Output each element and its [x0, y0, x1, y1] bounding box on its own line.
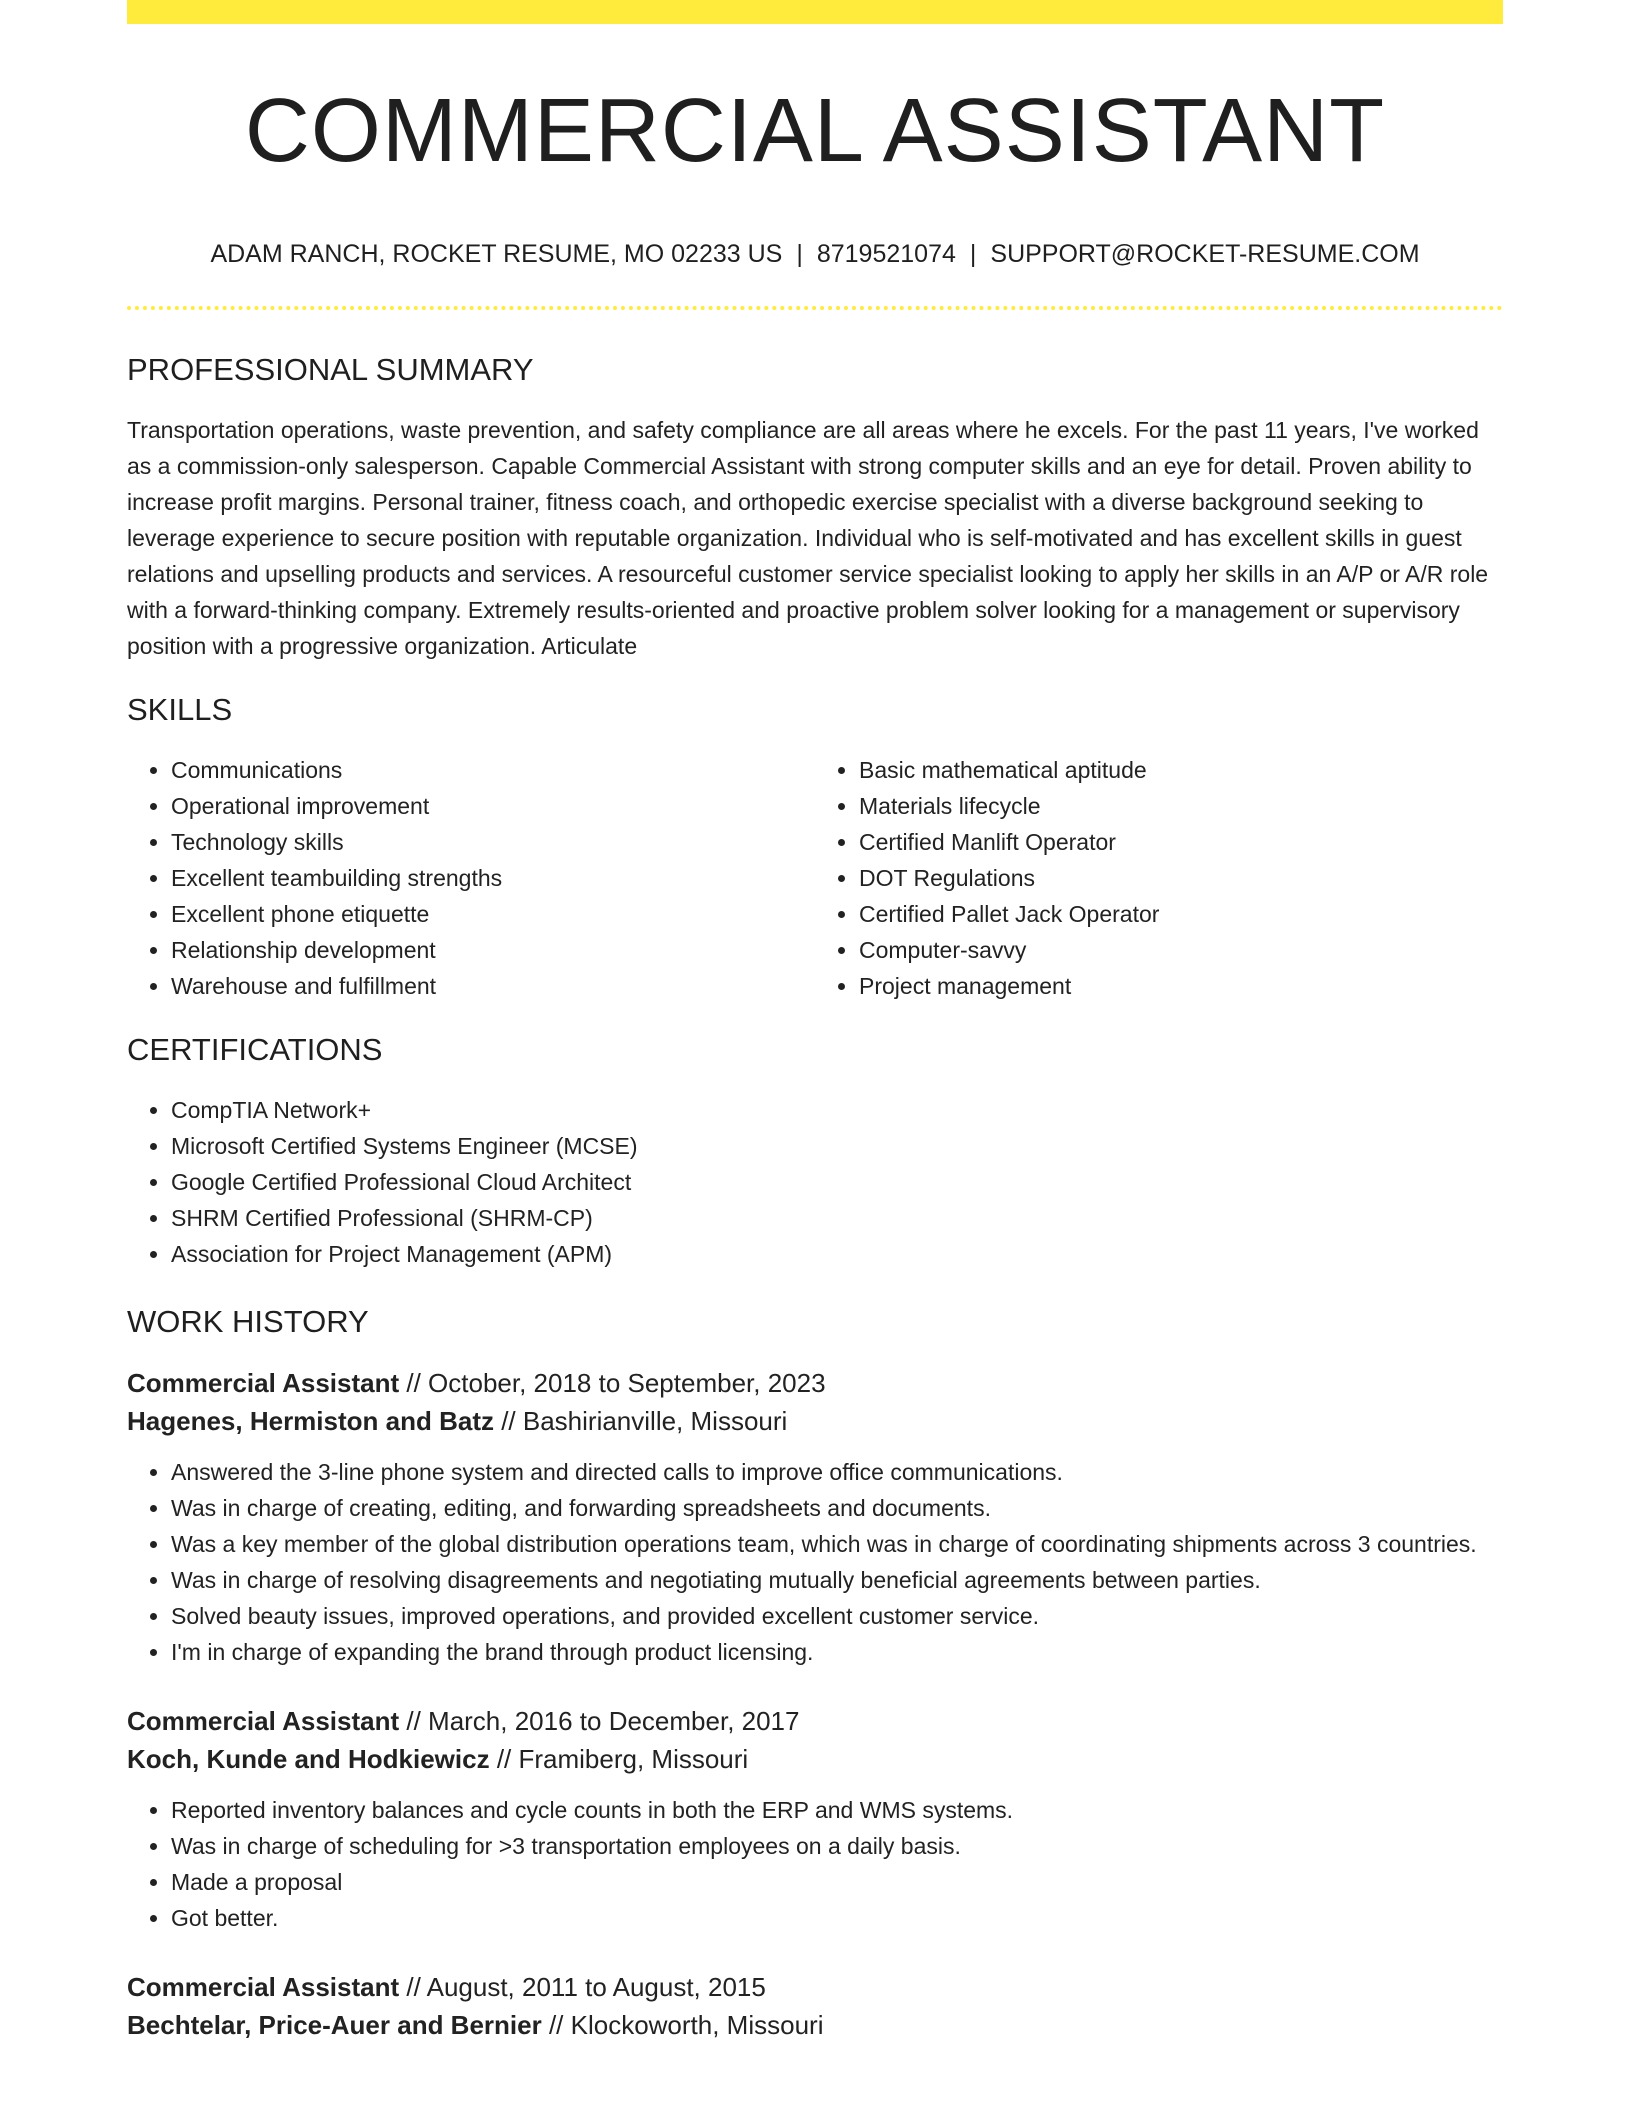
job-title-line: [127, 1364, 1503, 1402]
skill-item: • Excellent teambuilding strengths: [171, 860, 815, 896]
skill-item: • Materials lifecycle: [859, 788, 1503, 824]
dotted-divider: [127, 306, 1503, 310]
job-company-line: [127, 1402, 1503, 1440]
job-bullet: • Was a key member of the global distribution operations team, which was in charge of coordinating shipments across 3 countries.: [171, 1526, 1503, 1562]
summary-section: [127, 350, 1503, 664]
certification-item: • SHRM Certified Professional (SHRM-CP): [171, 1200, 1503, 1236]
skill-item: • Operational improvement: [171, 788, 815, 824]
job-bullet: • Reported inventory balances and cycle counts in both the ERP and WMS systems.: [171, 1792, 1503, 1828]
job-dates: // March, 2016 to December, 2017: [399, 1706, 800, 1736]
job-company: Bechtelar, Price-Auer and Bernier: [127, 2010, 542, 2040]
job-bullet: • Was in charge of resolving disagreements and negotiating mutually beneficial agreements between parties.: [171, 1562, 1503, 1598]
work-history-section: [127, 1302, 1503, 2044]
job-company-line: [127, 1740, 1503, 1778]
job-title: Commercial Assistant: [127, 1368, 400, 1398]
job-bullet: • Was in charge of scheduling for >3 transportation employees on a daily basis.: [171, 1828, 1503, 1864]
certification-item: • CompTIA Network+: [171, 1092, 1503, 1128]
job-location: // Klockoworth, Missouri: [541, 2010, 824, 2040]
certifications-section: [127, 1030, 1503, 1272]
contact-address: ADAM RANCH, ROCKET RESUME, MO 02233 US: [210, 240, 783, 268]
summary-text: Transportation operations, waste prevention, and safety compliance are all areas where he excels. For the past 11 years, I've worked as a commission-only salesperson. Capable Commercial Assistant with strong computer skills and an eye for detail. Proven ability to increase profit margins. Personal trainer, fitness coach, and orthopedic exercise specialist with a diverse background seeking to leverage experience to secure position with reputable organization. Individual who is self-motivated and has excellent skills in guest relations and upselling products and services. A resourceful customer service specialist looking to apply her skills in an A/P or A/R role with a forward-thinking company. Extremely results-oriented and proactive problem solver looking for a management or supervisory position with a progressive organization. Articulate: [127, 417, 1489, 659]
accent-top-bar: [127, 0, 1503, 24]
job-company-line: [127, 2006, 1503, 2044]
skills-list-left: [127, 752, 815, 1004]
skill-item: • Certified Manlift Operator: [859, 824, 1503, 860]
contact-separator: |: [969, 240, 977, 268]
skill-item: • DOT Regulations: [859, 860, 1503, 896]
job-dates: // October, 2018 to September, 2023: [399, 1368, 826, 1398]
job-entry: [127, 1968, 1503, 2044]
job-location: // Framiberg, Missouri: [489, 1744, 749, 1774]
skill-item: • Computer-savvy: [859, 932, 1503, 968]
skills-grid: [127, 752, 1503, 1004]
job-title: Commercial Assistant: [127, 1706, 400, 1736]
skill-item: • Excellent phone etiquette: [171, 896, 815, 932]
job-title: Commercial Assistant: [127, 1972, 400, 2002]
section-heading-summary: PROFESSIONAL SUMMARY: [127, 352, 534, 387]
certification-item: • Association for Project Management (APM): [171, 1236, 1503, 1272]
job-bullets: [127, 1454, 1503, 1670]
contact-email: SUPPORT@ROCKET-RESUME.COM: [990, 240, 1420, 268]
job-bullet: • Solved beauty issues, improved operations, and provided excellent customer service.: [171, 1598, 1503, 1634]
job-company: Koch, Kunde and Hodkiewicz: [127, 1744, 490, 1774]
section-heading-work-history: WORK HISTORY: [127, 1304, 369, 1339]
certifications-list: [127, 1092, 1503, 1272]
skill-item: • Warehouse and fulfillment: [171, 968, 815, 1004]
section-heading-skills: SKILLS: [127, 692, 233, 727]
resume-content: [127, 350, 1503, 2044]
job-bullet: • Answered the 3-line phone system and directed calls to improve office communications.: [171, 1454, 1503, 1490]
section-heading-certifications: CERTIFICATIONS: [127, 1032, 383, 1067]
job-company: Hagenes, Hermiston and Batz: [127, 1406, 494, 1436]
skill-item: • Basic mathematical aptitude: [859, 752, 1503, 788]
contact-separator: |: [796, 240, 803, 268]
job-entry: [127, 1702, 1503, 1936]
certification-item: • Google Certified Professional Cloud Architect: [171, 1164, 1503, 1200]
job-bullet: • I'm in charge of expanding the brand through product licensing.: [171, 1634, 1503, 1670]
skill-item: • Technology skills: [171, 824, 815, 860]
contact-phone: 8719521074: [816, 240, 956, 268]
job-title-line: [127, 1702, 1503, 1740]
skill-item: • Certified Pallet Jack Operator: [859, 896, 1503, 932]
skill-item: • Relationship development: [171, 932, 815, 968]
job-bullet: • Made a proposal: [171, 1864, 1503, 1900]
job-bullet: • Got better.: [171, 1900, 1503, 1936]
skills-list-right: [815, 752, 1503, 1004]
job-bullets: [127, 1792, 1503, 1936]
certification-item: • Microsoft Certified Systems Engineer (MCSE): [171, 1128, 1503, 1164]
job-entry: [127, 1364, 1503, 1670]
job-location: // Bashirianville, Missouri: [493, 1406, 788, 1436]
job-title-line: [127, 1968, 1503, 2006]
contact-line: [127, 236, 1503, 272]
job-bullet: • Was in charge of creating, editing, and forwarding spreadsheets and documents.: [171, 1490, 1503, 1526]
skill-item: • Project management: [859, 968, 1503, 1004]
job-dates: // August, 2011 to August, 2015: [399, 1972, 766, 2002]
skill-item: • Communications: [171, 752, 815, 788]
skills-section: [127, 690, 1503, 1004]
document-title: COMMERCIAL ASSISTANT: [244, 81, 1386, 181]
